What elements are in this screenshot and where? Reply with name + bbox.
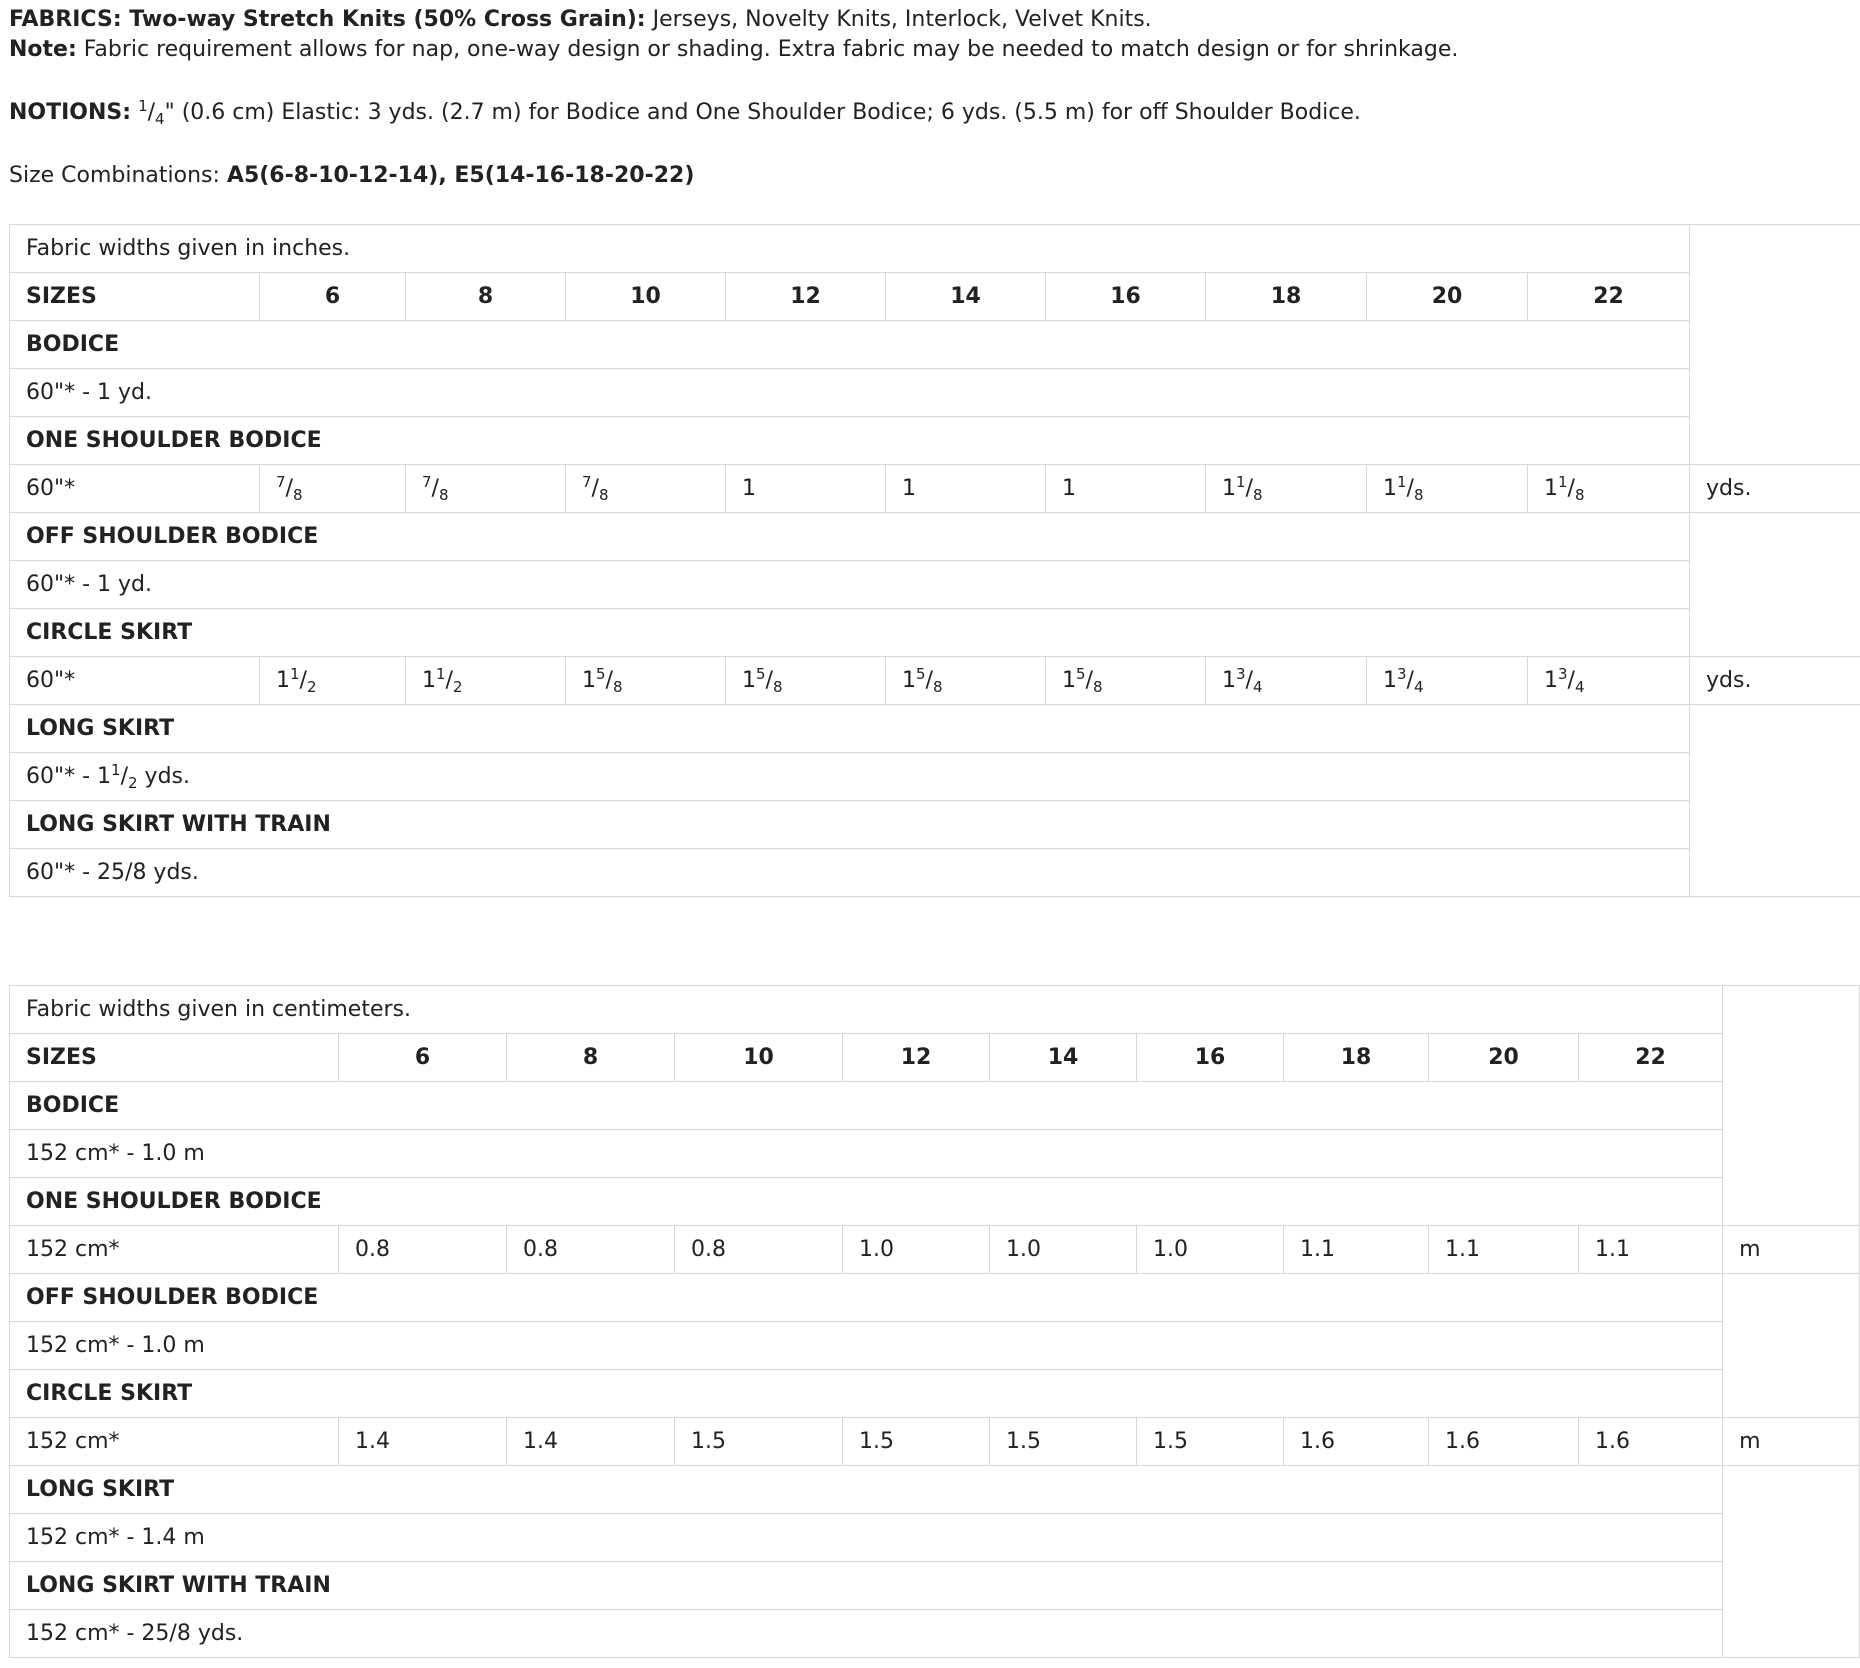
size-header: 22 xyxy=(1579,1034,1723,1082)
size-header: 6 xyxy=(339,1034,507,1082)
centimeters-table xyxy=(9,985,1860,1658)
spacer-cell xyxy=(1690,225,1860,273)
spacer-cell xyxy=(1690,849,1860,897)
notions-fraction-num: 1 xyxy=(138,97,148,115)
table-row xyxy=(10,513,1860,561)
size-header: 20 xyxy=(1429,1034,1579,1082)
size-header: 12 xyxy=(726,273,886,321)
notions-label: NOTIONS: xyxy=(9,100,132,125)
yardage-value: 1.1 xyxy=(1579,1226,1723,1274)
bodice-heading: BODICE xyxy=(10,1082,1723,1130)
table-row xyxy=(10,1610,1860,1658)
table-row xyxy=(10,417,1860,465)
circle-skirt-heading: CIRCLE SKIRT xyxy=(10,609,1690,657)
long-skirt-heading: LONG SKIRT xyxy=(10,1466,1723,1514)
notions-text: " (0.6 cm) Elastic: 3 yds. (2.7 m) for Bodice and One Shoulder Bodice; 6 yds. (5.5 m) for off Shoulder Bodice. xyxy=(164,100,1361,125)
fraction-numerator: 1 xyxy=(1558,473,1568,491)
yardage-value: 1 xyxy=(1046,465,1206,513)
yardage-value: $1^1/_8$ xyxy=(1528,465,1690,513)
yardage-value: $1^5/_8$ xyxy=(886,657,1046,705)
spacer-cell xyxy=(1690,513,1860,561)
spacer-cell xyxy=(1723,1514,1860,1562)
fraction-numerator: 7 xyxy=(422,473,432,491)
size-header: 6 xyxy=(260,273,406,321)
fraction-numerator: 5 xyxy=(1076,665,1086,683)
spacer-cell xyxy=(1690,753,1860,801)
size-header: 18 xyxy=(1206,273,1367,321)
table-row xyxy=(10,369,1860,417)
spacer-cell xyxy=(1690,273,1860,321)
note-label: Note: xyxy=(9,37,77,62)
spacer-cell xyxy=(1723,1610,1860,1658)
size-header: 12 xyxy=(843,1034,990,1082)
off-shoulder-value: 60"* - 1 yd. xyxy=(10,561,1690,609)
table-row xyxy=(10,1130,1860,1178)
fraction-denominator: 4 xyxy=(1252,678,1263,696)
bodice-heading: BODICE xyxy=(10,321,1690,369)
size-combinations-value: A5(6-8-10-12-14), E5(14-16-18-20-22) xyxy=(226,163,695,188)
circle-skirt-values-row xyxy=(10,657,1860,705)
table-row xyxy=(10,1514,1860,1562)
size-combinations-label: Size Combinations: xyxy=(9,163,227,188)
size-header: 16 xyxy=(1137,1034,1284,1082)
fraction-denominator: 2 xyxy=(128,774,138,792)
centimeters-caption: Fabric widths given in centimeters. xyxy=(10,986,1723,1034)
yardage-value: $1^5/_8$ xyxy=(726,657,886,705)
spacer-cell xyxy=(1723,1178,1860,1226)
yardage-value: $1^1/_8$ xyxy=(1367,465,1528,513)
table-row xyxy=(10,1370,1860,1418)
fraction-denominator: 8 xyxy=(932,678,943,696)
fraction-numerator: 3 xyxy=(1558,665,1568,683)
off-shoulder-value: 152 cm* - 1.0 m xyxy=(10,1322,1723,1370)
unit-label: yds. xyxy=(1690,657,1860,705)
yardage-value: $1^5/_8$ xyxy=(566,657,726,705)
circle-skirt-values-row xyxy=(10,1418,1860,1466)
fraction-numerator: 5 xyxy=(596,665,606,683)
table-row xyxy=(10,1082,1860,1130)
spacer-cell xyxy=(1723,1130,1860,1178)
fraction-denominator: 4 xyxy=(1413,678,1424,696)
fraction-numerator: 7 xyxy=(582,473,592,491)
note-text: Fabric requirement allows for nap, one-way design or shading. Extra fabric may be needed to match design or for shrinkage. xyxy=(76,37,1459,62)
size-header: 18 xyxy=(1284,1034,1429,1082)
one-shoulder-heading: ONE SHOULDER BODICE xyxy=(10,417,1690,465)
yardage-value: 1.0 xyxy=(1137,1226,1284,1274)
inches-caption: Fabric widths given in inches. xyxy=(10,225,1690,273)
table-row xyxy=(10,561,1860,609)
yardage-value: 1.0 xyxy=(843,1226,990,1274)
spacer-cell xyxy=(1723,1370,1860,1418)
size-header: 16 xyxy=(1046,273,1206,321)
one-shoulder-values-row xyxy=(10,465,1860,513)
yardage-value: 1.1 xyxy=(1284,1226,1429,1274)
off-shoulder-heading: OFF SHOULDER BODICE xyxy=(10,1274,1723,1322)
bodice-value: 152 cm* - 1.0 m xyxy=(10,1130,1723,1178)
yardage-value: 1.5 xyxy=(843,1418,990,1466)
fraction-denominator: 8 xyxy=(292,486,303,504)
yardage-value: $1^1/_2$ xyxy=(406,657,566,705)
inches-table xyxy=(9,224,1860,897)
table-row xyxy=(10,1274,1860,1322)
size-header: 10 xyxy=(675,1034,843,1082)
fraction-numerator: 1 xyxy=(1236,473,1246,491)
table-row xyxy=(10,801,1860,849)
spacer-cell xyxy=(1723,1274,1860,1322)
fraction-denominator: 8 xyxy=(1574,486,1585,504)
notions-fraction-den: 4 xyxy=(155,110,165,128)
fabric-width: 152 cm* xyxy=(10,1418,339,1466)
table-row xyxy=(10,225,1860,273)
yardage-value: $^7/_8$ xyxy=(566,465,726,513)
unit-label: m xyxy=(1723,1226,1860,1274)
spacer-cell xyxy=(1723,1082,1860,1130)
fraction-numerator: 5 xyxy=(916,665,926,683)
spacer-cell xyxy=(1690,801,1860,849)
notions-line: NOTIONS: $^1/_4$" (0.6 cm) Elastic: 3 yds. (2.7 m) for Bodice and One Shoulder Bodice; 6 yds. (5.5 m) for off Shoulder Bodice. xyxy=(9,97,1361,128)
yardage-value: $1^5/_8$ xyxy=(1046,657,1206,705)
yardage-value: 0.8 xyxy=(339,1226,507,1274)
table-row xyxy=(10,1466,1860,1514)
yardage-value: 0.8 xyxy=(675,1226,843,1274)
sizes-header-row xyxy=(10,273,1860,321)
long-skirt-train-value: 152 cm* - 25/8 yds. xyxy=(10,1610,1723,1658)
fabric-width: 152 cm* xyxy=(10,1226,339,1274)
unit-label: yds. xyxy=(1690,465,1860,513)
yardage-value: 1.4 xyxy=(507,1418,675,1466)
yardage-value: $1^3/_4$ xyxy=(1367,657,1528,705)
size-header: 20 xyxy=(1367,273,1528,321)
fraction-denominator: 8 xyxy=(772,678,783,696)
fraction-numerator: 5 xyxy=(756,665,766,683)
off-shoulder-heading: OFF SHOULDER BODICE xyxy=(10,513,1690,561)
spacer-cell xyxy=(1690,417,1860,465)
long-skirt-train-value: 60"* - 25/8 yds. xyxy=(10,849,1690,897)
table-row xyxy=(10,321,1860,369)
yardage-value: 1.5 xyxy=(675,1418,843,1466)
yardage-value: 1.6 xyxy=(1579,1418,1723,1466)
long-skirt-value: 152 cm* - 1.4 m xyxy=(10,1514,1723,1562)
size-header: 10 xyxy=(566,273,726,321)
spacer-cell xyxy=(1723,1322,1860,1370)
spacer-cell xyxy=(1690,609,1860,657)
yardage-value: $1^3/_4$ xyxy=(1206,657,1367,705)
table-row xyxy=(10,986,1860,1034)
fraction-denominator: 8 xyxy=(438,486,449,504)
sizes-header-row xyxy=(10,1034,1860,1082)
spacer-cell xyxy=(1690,705,1860,753)
fraction-denominator: 2 xyxy=(452,678,463,696)
table-row xyxy=(10,849,1860,897)
circle-skirt-heading: CIRCLE SKIRT xyxy=(10,1370,1723,1418)
table-row xyxy=(10,705,1860,753)
fraction-numerator: 1 xyxy=(111,761,121,779)
fabric-width: 60"* xyxy=(10,465,260,513)
yardage-value: 1.0 xyxy=(990,1226,1137,1274)
long-skirt-value: 60"* - $1^1/_2$ yds. xyxy=(10,753,1690,801)
yardage-value: $1^1/_2$ xyxy=(260,657,406,705)
size-combinations-line xyxy=(9,161,694,191)
bodice-value: 60"* - 1 yd. xyxy=(10,369,1690,417)
spacer-cell xyxy=(1723,1562,1860,1610)
yardage-value: $1^1/_8$ xyxy=(1206,465,1367,513)
fraction-denominator: 4 xyxy=(1574,678,1585,696)
spacer-cell xyxy=(1723,986,1860,1034)
yardage-value: 1 xyxy=(886,465,1046,513)
fabrics-line xyxy=(9,5,1152,35)
fraction-numerator: 1 xyxy=(290,665,300,683)
size-header: 8 xyxy=(507,1034,675,1082)
fraction-denominator: 8 xyxy=(598,486,609,504)
size-header: 14 xyxy=(990,1034,1137,1082)
spacer-cell xyxy=(1723,1466,1860,1514)
long-skirt-train-heading: LONG SKIRT WITH TRAIN xyxy=(10,1562,1723,1610)
fabrics-text: Jerseys, Novelty Knits, Interlock, Velvet Knits. xyxy=(645,7,1152,32)
table-row xyxy=(10,1322,1860,1370)
table-row xyxy=(10,1178,1860,1226)
size-header: 22 xyxy=(1528,273,1690,321)
fraction-denominator: 8 xyxy=(1413,486,1424,504)
long-skirt-heading: LONG SKIRT xyxy=(10,705,1690,753)
fraction-denominator: 8 xyxy=(612,678,623,696)
size-header: 8 xyxy=(406,273,566,321)
table-row xyxy=(10,1562,1860,1610)
note-line xyxy=(9,35,1458,65)
spacer-cell xyxy=(1690,561,1860,609)
fraction-numerator: 3 xyxy=(1236,665,1246,683)
spacer-cell xyxy=(1690,369,1860,417)
size-header: 14 xyxy=(886,273,1046,321)
yardage-value: 1.6 xyxy=(1284,1418,1429,1466)
yardage-value: 1.4 xyxy=(339,1418,507,1466)
sizes-label: SIZES xyxy=(10,273,260,321)
fraction-denominator: 2 xyxy=(306,678,317,696)
fraction-numerator: 1 xyxy=(1397,473,1407,491)
yardage-value: 1 xyxy=(726,465,886,513)
table-row xyxy=(10,753,1860,801)
fraction-denominator: 8 xyxy=(1252,486,1263,504)
yardage-value: 1.5 xyxy=(1137,1418,1284,1466)
spacer-cell xyxy=(1690,321,1860,369)
fabrics-label: FABRICS: Two-way Stretch Knits (50% Cross Grain): xyxy=(9,7,646,32)
fraction-denominator: 8 xyxy=(1092,678,1103,696)
yardage-value: $^7/_8$ xyxy=(260,465,406,513)
yardage-value: 1.6 xyxy=(1429,1418,1579,1466)
yardage-value: $^7/_8$ xyxy=(406,465,566,513)
fabric-width: 60"* xyxy=(10,657,260,705)
yardage-value: 0.8 xyxy=(507,1226,675,1274)
long-skirt-train-heading: LONG SKIRT WITH TRAIN xyxy=(10,801,1690,849)
yardage-value: 1.5 xyxy=(990,1418,1137,1466)
one-shoulder-values-row xyxy=(10,1226,1860,1274)
sizes-label: SIZES xyxy=(10,1034,339,1082)
fraction-numerator: 7 xyxy=(276,473,286,491)
fraction-numerator: 3 xyxy=(1397,665,1407,683)
unit-label: m xyxy=(1723,1418,1860,1466)
one-shoulder-heading: ONE SHOULDER BODICE xyxy=(10,1178,1723,1226)
spacer-cell xyxy=(1723,1034,1860,1082)
yardage-value: 1.1 xyxy=(1429,1226,1579,1274)
yardage-value: $1^3/_4$ xyxy=(1528,657,1690,705)
table-row xyxy=(10,609,1860,657)
fraction-numerator: 1 xyxy=(436,665,446,683)
